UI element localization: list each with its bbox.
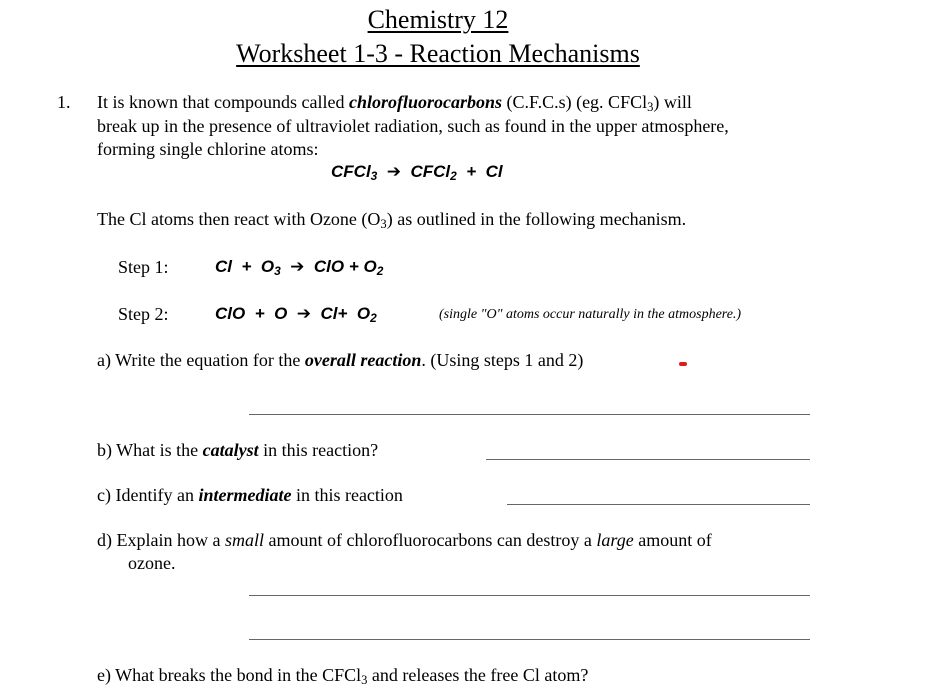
red-mark	[679, 362, 687, 366]
mechanism-intro: The Cl atoms then react with Ozone $(O_3)$ as outlined in the following mechanism.	[97, 209, 687, 232]
question-a: a) Write the equation for the overall reaction. (Using steps 1 and 2)	[97, 350, 584, 370]
step2-label: Step 2:	[118, 304, 169, 324]
step2-note: (single "O" atoms occur naturally in the atmosphere.)	[439, 307, 742, 322]
answer-line-c[interactable]	[507, 504, 810, 505]
answer-line-b[interactable]	[486, 459, 810, 460]
question-e: e) What breaks the bond in the CFCl$_3$ and releases the free Cl atom?	[97, 665, 589, 688]
intro-line-3: forming single chlorine atoms:	[97, 139, 319, 159]
term-cfc: chlorofluorocarbons	[348, 92, 502, 112]
step2-equation: ClO + O ➔ $Cl+ O_2$	[215, 304, 377, 325]
equation-photodissociation: CFCl$_3$ ➔ CFCl$_2$ + Cl	[331, 162, 503, 183]
question-b: b) What is the catalyst in this reaction?	[97, 440, 379, 460]
title-course: Chemistry 12	[367, 5, 509, 34]
question-c: c) Identify an intermediate in this reaction	[97, 485, 403, 505]
answer-line-d1[interactable]	[249, 595, 810, 596]
question-d: d) Explain how a small amount of chlorofluorocarbons can destroy a large amount of	[97, 530, 712, 550]
arrow-icon: ➔	[290, 257, 305, 276]
answer-line-a[interactable]	[249, 414, 810, 415]
arrow-icon: ➔	[296, 304, 312, 323]
answer-line-d2[interactable]	[249, 639, 810, 640]
step1-label: Step 1:	[118, 257, 169, 277]
intro-line-1: It is known that compounds called chlorofluorocarbons (C.F.C.s) (eg. CFCl$_3$) will	[97, 92, 692, 115]
title-worksheet: Worksheet 1-3 - Reaction Mechanisms	[236, 39, 640, 68]
question-d-line2: ozone.	[128, 553, 176, 573]
question-number: 1.	[57, 92, 71, 112]
intro-line-2: break up in the presence of ultraviolet radiation, such as found in the upper atmosphere,	[97, 116, 729, 136]
arrow-icon: ➔	[386, 162, 401, 181]
step1-equation: $Cl + O_3$ ➔ ClO + $O_2$	[215, 257, 384, 278]
